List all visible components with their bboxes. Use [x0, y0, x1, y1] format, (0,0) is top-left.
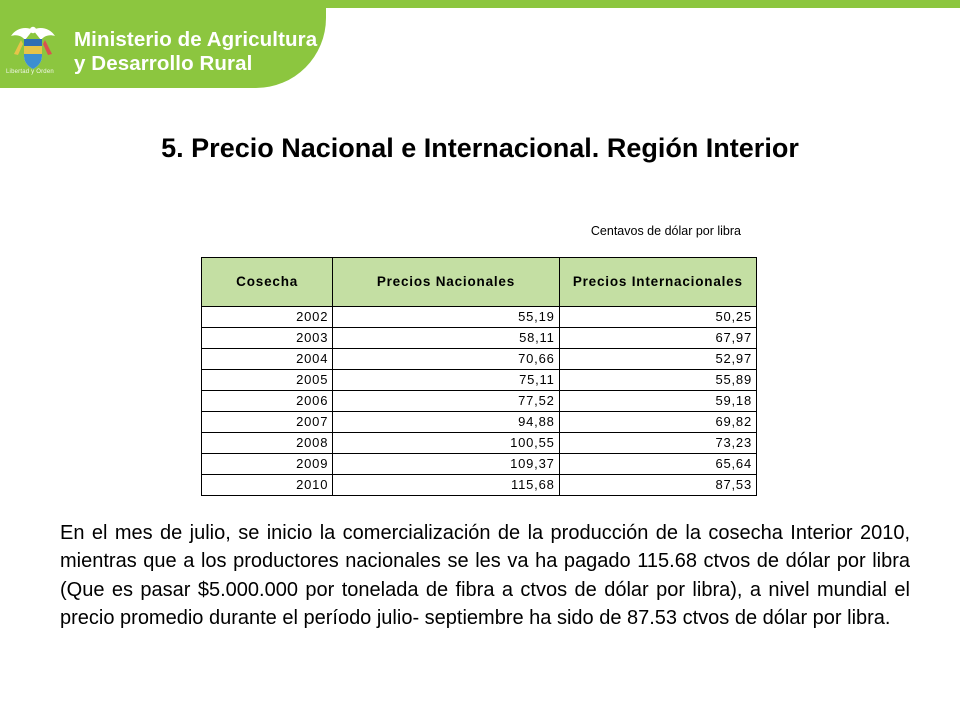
- precio-nacional-cell: 55,19: [333, 307, 559, 328]
- table-header-row: [202, 258, 757, 307]
- table-body: [202, 307, 757, 496]
- column-header-cosecha: Cosecha: [202, 258, 333, 307]
- precio-internacional-cell: 59,18: [559, 391, 756, 412]
- units-note: Centavos de dólar por libra: [590, 224, 741, 238]
- cosecha-cell: 2009: [202, 454, 333, 475]
- table-row: [202, 328, 757, 349]
- cosecha-cell: 2003: [202, 328, 333, 349]
- precio-nacional-cell: 58,11: [333, 328, 559, 349]
- prices-table: [201, 257, 757, 496]
- precio-internacional-cell: 50,25: [559, 307, 756, 328]
- table-row: [202, 475, 757, 496]
- table-row: [202, 412, 757, 433]
- column-header-precios-internacionales: Precios Internacionales: [559, 258, 756, 307]
- cosecha-cell: 2008: [202, 433, 333, 454]
- cosecha-cell: 2007: [202, 412, 333, 433]
- cosecha-cell: 2004: [202, 349, 333, 370]
- table-row: [202, 349, 757, 370]
- table-row: [202, 454, 757, 475]
- logo-motto: Libertad y Orden: [6, 69, 54, 75]
- cosecha-cell: 2006: [202, 391, 333, 412]
- table-row: [202, 391, 757, 412]
- precio-internacional-cell: 65,64: [559, 454, 756, 475]
- column-header-precios-nacionales: Precios Nacionales: [333, 258, 559, 307]
- cosecha-cell: 2002: [202, 307, 333, 328]
- precio-internacional-cell: 67,97: [559, 328, 756, 349]
- precio-nacional-cell: 70,66: [333, 349, 559, 370]
- precio-internacional-cell: 73,23: [559, 433, 756, 454]
- ministry-name-line2: y Desarrollo Rural: [74, 52, 253, 75]
- slide-title: 5. Precio Nacional e Internacional. Región Interior: [161, 133, 799, 163]
- precio-nacional-cell: 77,52: [333, 391, 559, 412]
- precio-nacional-cell: 94,88: [333, 412, 559, 433]
- table-row: [202, 433, 757, 454]
- precio-nacional-cell: 100,55: [333, 433, 559, 454]
- precio-internacional-cell: 52,97: [559, 349, 756, 370]
- body-paragraph: En el mes de julio, se inicio la comercialización de la producción de la cosecha Interior 2010, mientras que a los productores nacionales se les va ha pagado 115.68 ctvos de dólar por libra (Que es pasar $5.000.000 por tonelada de fibra a ctvos de dólar por libra), a nivel mundial el precio promedio durante el período julio- septiembre ha sido de 87.53 ctvos de dólar por libra.: [60, 522, 910, 630]
- cosecha-cell: 2005: [202, 370, 333, 391]
- precio-nacional-cell: 109,37: [333, 454, 559, 475]
- precio-internacional-cell: 69,82: [559, 412, 756, 433]
- precio-nacional-cell: 75,11: [333, 370, 559, 391]
- table-row: [202, 370, 757, 391]
- precio-nacional-cell: 115,68: [333, 475, 559, 496]
- ministry-name-line1: Ministerio de Agricultura: [74, 28, 318, 51]
- cosecha-cell: 2010: [202, 475, 333, 496]
- table-row: [202, 307, 757, 328]
- precio-internacional-cell: 87,53: [559, 475, 756, 496]
- precio-internacional-cell: 55,89: [559, 370, 756, 391]
- ministry-name: [74, 28, 317, 76]
- ministry-header: [0, 0, 326, 88]
